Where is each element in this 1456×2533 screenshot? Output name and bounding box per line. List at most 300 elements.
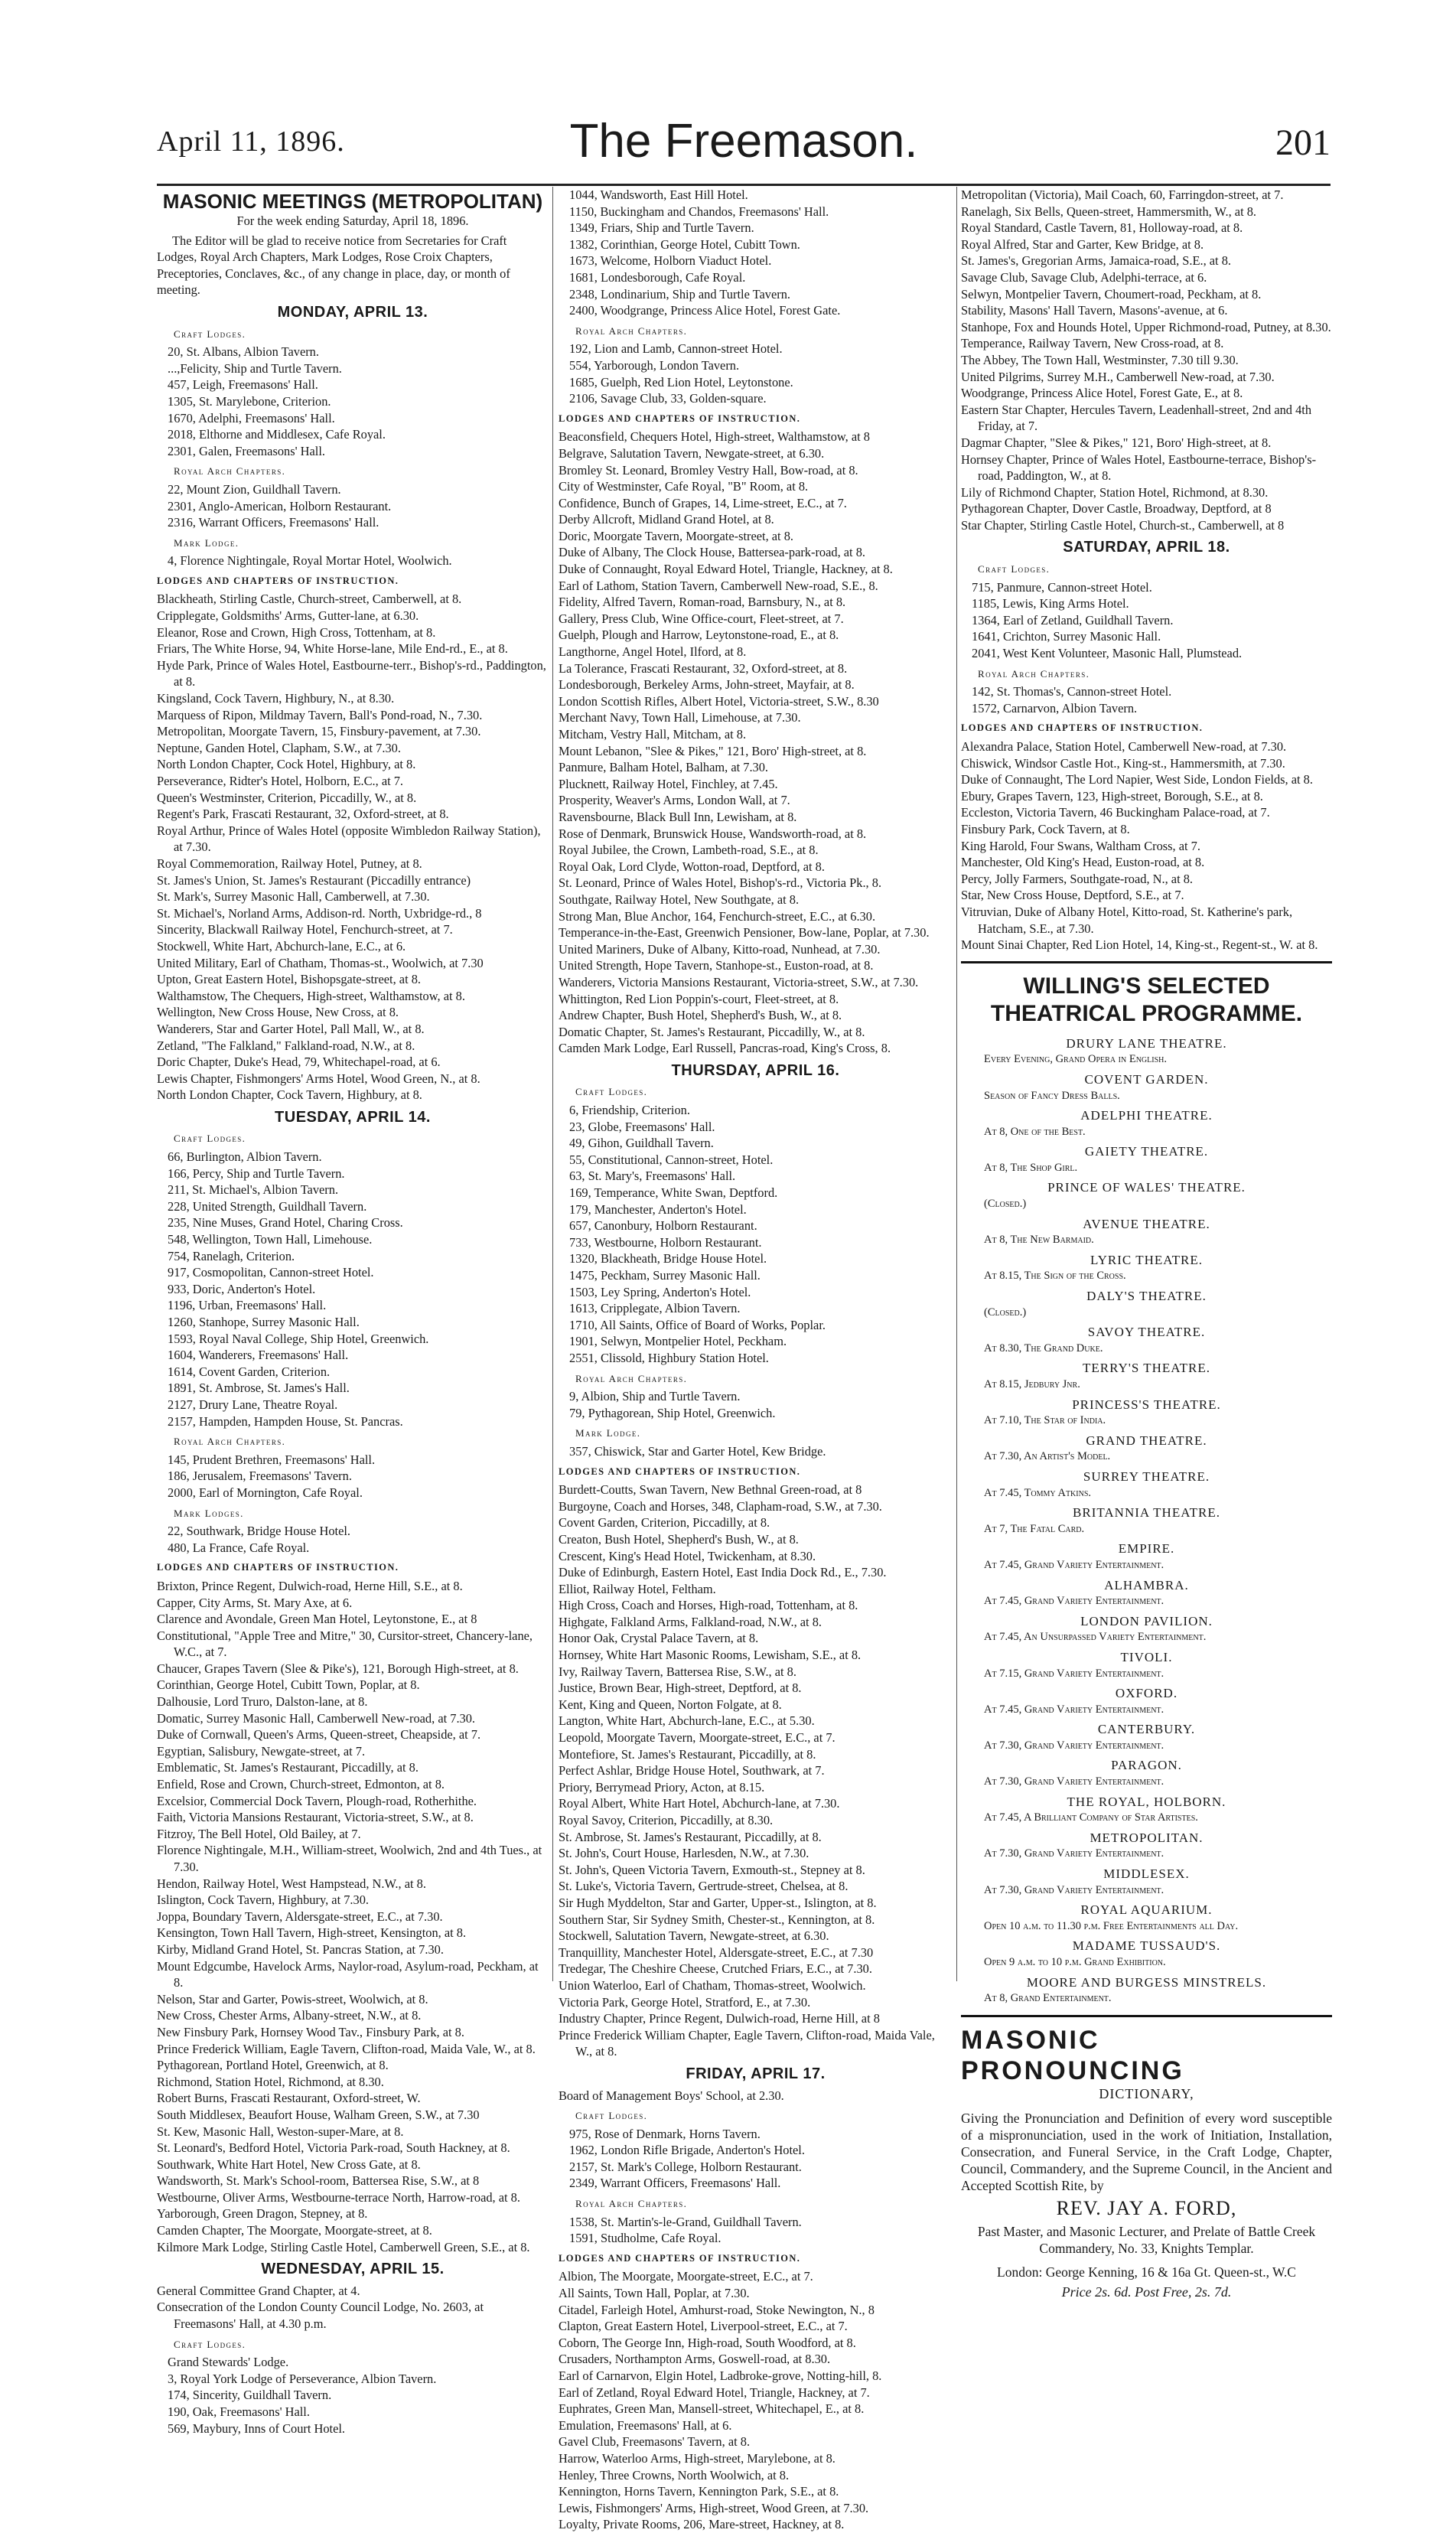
theatre-name: PRINCESS'S THEATRE.	[1072, 1397, 1221, 1412]
list-item: Elliot, Railway Hotel, Feltham.	[559, 1581, 716, 1596]
list-item: Star, New Cross House, Deptford, S.E., at 7.	[961, 888, 1184, 903]
list-item: Tranquillity, Manchester Hotel, Aldersgate-street, E.C., at 7.30	[559, 1945, 874, 1960]
day-heading: SATURDAY, APRIL 18.	[1063, 539, 1230, 556]
list-item: Southern Star, Sir Sydney Smith, Chester-st., Kennington, at 8.	[559, 1912, 875, 1927]
list-item: 917, Cosmopolitan, Cannon-street Hotel.	[168, 1265, 374, 1280]
list-item: Hornsey, White Hart Masonic Rooms, Lewisham, S.E., at 8.	[559, 1648, 862, 1663]
list-item: 457, Leigh, Freemasons' Hall.	[168, 377, 318, 393]
list-item: Lily of Richmond Chapter, Station Hotel, Richmond, at 8.30.	[961, 484, 1269, 500]
list-item: Corinthian, George Hotel, Cubitt Town, Poplar, at 8.	[157, 1677, 420, 1693]
list-item: Sincerity, Blackwall Railway Hotel, Fenchurch-street, at 7.	[157, 922, 453, 937]
subsection-label: Craft Lodges.	[575, 1086, 648, 1098]
list-item: 548, Wellington, Town Hall, Limehouse.	[168, 1232, 373, 1247]
list-item: Wanderers, Victoria Mansions Restaurant, Victoria-street, S.W., at 7.30.	[559, 974, 919, 989]
subsection-label: LODGES AND CHAPTERS OF INSTRUCTION.	[559, 2252, 801, 2264]
list-item: Gavel Club, Freemasons' Tavern, at 8.	[559, 2434, 751, 2450]
list-item: Bromley St. Leonard, Bromley Vestry Hall, Bow-road, at 8.	[559, 462, 858, 478]
theatre-name: CANTERBURY.	[1097, 1722, 1196, 1737]
list-item: Hendon, Railway Hotel, West Hampstead, N.W., at 8.	[157, 1876, 426, 1891]
list-item: Lewis, Fishmongers' Arms, High-street, Wood Green, at 7.30.	[559, 2500, 869, 2515]
theatre-performance: At 7.30, Grand Variety Entertainment.	[984, 1775, 1164, 1788]
list-item: Metropolitan (Victoria), Mail Coach, 60, Farringdon-street, at 7.	[961, 187, 1284, 202]
theatre-performance: Open 10 a.m. to 11.30 p.m. Free Entertainments all Day.	[984, 1919, 1239, 1932]
list-item: 174, Sincerity, Guildhall Tavern.	[168, 2388, 332, 2403]
list-item: Lewis Chapter, Fishmongers' Arms Hotel, Wood Green, N., at 8.	[157, 1071, 480, 1086]
ad-price: Price 2s. 6d. Post Free, 2s. 7d.	[1061, 2284, 1232, 2300]
list-item: Cripplegate, Goldsmiths' Arms, Gutter-lane, at 6.30.	[157, 608, 419, 624]
theatre-performance: At 7.45, An Unsurpassed Variety Entertainment.	[984, 1631, 1207, 1644]
list-item: 192, Lion and Lamb, Cannon-street Hotel.	[569, 341, 783, 357]
theatre-performance: (Closed.)	[984, 1198, 1027, 1211]
theatre-name: COVENT GARDEN.	[1084, 1071, 1209, 1087]
list-item: Chaucer, Grapes Tavern (Slee & Pike's), 121, Borough High-street, at 8.	[157, 1661, 519, 1676]
list-item: 2400, Woodgrange, Princess Alice Hotel, Forest Gate.	[569, 303, 841, 318]
theatre-performance: At 8, The New Barmaid.	[984, 1234, 1094, 1247]
subsection-label: Craft Lodges.	[174, 1133, 246, 1145]
list-item: St. Ambrose, St. James's Restaurant, Piccadilly, at 8.	[559, 1829, 822, 1844]
list-item: Temperance, Railway Tavern, New Cross-road, at 8.	[961, 336, 1224, 351]
list-item: Crescent, King's Head Hotel, Twickenham, at 8.30.	[559, 1548, 816, 1563]
list-item: New Finsbury Park, Hornsey Wood Tav., Finsbury Park, at 8.	[157, 2024, 464, 2039]
list-item: 1641, Crichton, Surrey Masonic Hall.	[972, 629, 1161, 644]
list-item: Doric Chapter, Duke's Head, 79, Whitechapel-road, at 6.	[157, 1055, 441, 1070]
list-item: Gallery, Press Club, Wine Office-court, Fleet-street, at 7.	[559, 611, 844, 626]
list-item: 1196, Urban, Freemasons' Hall.	[168, 1298, 327, 1313]
theatre-performance: At 7.45, Grand Variety Entertainment.	[984, 1595, 1164, 1608]
list-item: 2551, Clissold, Highbury Station Hotel.	[569, 1350, 769, 1365]
list-item: ...,Felicity, Ship and Turtle Tavern.	[168, 360, 342, 376]
list-item: Egyptian, Salisbury, Newgate-street, at 7.	[157, 1743, 366, 1759]
list-item: Consecration of the London County Council Lodge, No. 2603, at Freemasons' Hall, at 4.30 p.m.	[157, 2300, 484, 2332]
list-item: 142, St. Thomas's, Cannon-street Hotel.	[972, 684, 1172, 699]
list-item: Manchester, Old King's Head, Euston-road, at 8.	[961, 855, 1205, 870]
list-item: 1260, Stanhope, Surrey Masonic Hall.	[168, 1315, 360, 1329]
theatre-performance: At 8.15, The Sign of the Cross.	[984, 1270, 1126, 1283]
section-title: MASONIC MEETINGS (METROPOLITAN)	[162, 190, 543, 213]
subsection-label: Mark Lodge.	[575, 1427, 641, 1439]
list-item: 2018, Elthorne and Middlesex, Cafe Royal.	[168, 427, 386, 442]
ad-author: REV. JAY A. FORD,	[1056, 2197, 1237, 2220]
day-heading: MONDAY, APRIL 13.	[277, 303, 428, 321]
list-item: London Scottish Rifles, Albert Hotel, Victoria-street, S.W., 8.30	[559, 693, 879, 709]
theatre-name: GRAND THEATRE.	[1086, 1433, 1207, 1448]
list-item: Walthamstow, The Chequers, High-street, Walthamstow, at 8.	[157, 988, 465, 1003]
newspaper-title: The Freemason.	[569, 115, 918, 168]
page-number: 201	[1275, 122, 1331, 163]
column-rule	[552, 187, 553, 1981]
list-item: Covent Garden, Criterion, Piccadilly, at 8.	[559, 1515, 770, 1531]
list-item: 2157, Hampden, Hampden House, St. Pancras.	[168, 1413, 403, 1429]
list-item: 6, Friendship, Criterion.	[569, 1103, 690, 1118]
list-item: Eccleston, Victoria Tavern, 46 Buckingham Palace-road, at 7.	[961, 805, 1270, 820]
subsection-label: Royal Arch Chapters.	[174, 465, 286, 478]
theatre-name: DALY'S THEATRE.	[1086, 1289, 1207, 1304]
list-item: 2301, Anglo-American, Holborn Restaurant.	[168, 498, 392, 513]
list-item: Zetland, "The Falkland," Falkland-road, N.W., at 8.	[157, 1038, 415, 1053]
list-item: Prince Frederick William, Eagle Tavern, Clifton-road, Maida Vale, W., at 8.	[157, 2041, 536, 2056]
list-item: Clapton, Great Eastern Hotel, Liverpool-street, E.C., at 7.	[559, 2319, 848, 2334]
subsection-label: Craft Lodges.	[978, 563, 1050, 575]
theatre-name: DRURY LANE THEATRE.	[1066, 1035, 1227, 1051]
masthead-rule	[157, 184, 1331, 186]
list-item: Grand Stewards' Lodge.	[168, 2355, 289, 2370]
list-item: Derby Allcroft, Midland Grand Hotel, at 8.	[559, 512, 774, 527]
theatre-name: METROPOLITAN.	[1090, 1830, 1204, 1845]
list-item: Mount Lebanon, "Slee & Pikes," 121, Boro' High-street, at 8.	[559, 743, 867, 758]
list-item: St. Kew, Masonic Hall, Weston-super-Mare, at 8.	[157, 2124, 404, 2139]
theatre-performance: At 7.10, The Star of India.	[984, 1414, 1106, 1427]
theatre-name: AVENUE THEATRE.	[1083, 1216, 1210, 1231]
list-item: North London Chapter, Cock Hotel, Highbury, at 8.	[157, 757, 416, 772]
list-item: The Abbey, The Town Hall, Westminster, 7.30 till 9.30.	[961, 352, 1239, 367]
list-item: Mitcham, Vestry Hall, Mitcham, at 8.	[559, 727, 747, 742]
list-item: Finsbury Park, Cock Tavern, at 8.	[961, 821, 1130, 836]
list-item: Wellington, New Cross House, New Cross, at 8.	[157, 1005, 399, 1020]
list-item: Star Chapter, Stirling Castle Hotel, Church-st., Camberwell, at 8	[961, 517, 1285, 533]
theatre-name: LYRIC THEATRE.	[1090, 1252, 1204, 1267]
list-item: Earl of Lathom, Station Tavern, Camberwell New-road, S.E., 8.	[559, 578, 878, 593]
list-item: Henley, Three Crowns, North Woolwich, at 8.	[559, 2467, 790, 2482]
list-item: 2348, Londinarium, Ship and Turtle Tavern.	[569, 286, 791, 302]
theatre-performance: At 7.30, Grand Variety Entertainment.	[984, 1739, 1164, 1752]
theatre-performance: At 7.30, An Artist's Model.	[984, 1450, 1111, 1463]
list-item: Beaconsfield, Chequers Hotel, High-street, Walthamstow, at 8	[559, 429, 870, 445]
list-item: Wanderers, Star and Garter Hotel, Pall Mall, W., at 8.	[157, 1021, 425, 1036]
list-item: Hyde Park, Prince of Wales Hotel, Eastbourne-terr., Bishop's-rd., Paddington, at 8.	[157, 657, 546, 689]
list-item: St. James's, Gregorian Arms, Jamaica-road, S.E., at 8.	[961, 253, 1231, 269]
list-item: 754, Ranelagh, Criterion.	[168, 1248, 295, 1263]
day-heading: WEDNESDAY, APRIL 15.	[261, 2261, 445, 2278]
subsection-label: LODGES AND CHAPTERS OF INSTRUCTION.	[961, 722, 1204, 734]
list-item: Robert Burns, Frascati Restaurant, Oxford-street, W.	[157, 2091, 421, 2106]
theatre-name: PRINCE OF WALES' THEATRE.	[1047, 1180, 1246, 1195]
list-item: 480, La France, Cafe Royal.	[168, 1540, 310, 1555]
list-item: Excelsior, Commercial Dock Tavern, Plough-road, Rotherhithe.	[157, 1793, 477, 1808]
list-item: Ravensbourne, Black Bull Inn, Lewisham, at 8.	[559, 809, 797, 824]
list-item: Honor Oak, Crystal Palace Tavern, at 8.	[559, 1631, 759, 1646]
list-item: Stanhope, Fox and Hounds Hotel, Upper Richmond-road, Putney, at 8.30.	[961, 319, 1331, 334]
list-item: Islington, Cock Tavern, Highbury, at 7.30.	[157, 1892, 369, 1908]
list-item: 2127, Drury Lane, Theatre Royal.	[168, 1397, 338, 1412]
theatre-performance: (Closed.)	[984, 1306, 1027, 1319]
list-item: Rose of Denmark, Brunswick House, Wandsworth-road, at 8.	[559, 826, 867, 841]
list-item: 55, Constitutional, Cannon-street, Hotel.	[569, 1152, 774, 1167]
list-item: St. Leonard's, Bedford Hotel, Victoria Park-road, South Hackney, at 8.	[157, 2140, 510, 2156]
list-item: Upton, Great Eastern Hotel, Bishopsgate-street, at 8.	[157, 972, 422, 987]
list-item: United Pilgrims, Surrey M.H., Camberwell New-road, at 7.30.	[961, 369, 1275, 384]
list-item: 657, Canonbury, Holborn Restaurant.	[569, 1218, 757, 1234]
theatre-name: ALHAMBRA.	[1104, 1577, 1189, 1592]
section-subtitle: For the week ending Saturday, April 18, 1896.	[236, 214, 469, 228]
list-item: Kirby, Midland Grand Hotel, St. Pancras Station, at 7.30.	[157, 1941, 444, 1957]
list-item: 1591, Studholme, Cafe Royal.	[569, 2231, 721, 2246]
ad-credentials: Past Master, and Masonic Lecturer, and Prelate of Battle Creek Commandery, No. 33, Knights Templar.	[977, 2223, 1316, 2256]
list-item: Earl of Zetland, Royal Edward Hotel, Triangle, Hackney, at 7.	[559, 2385, 870, 2400]
list-item: Dalhousie, Lord Truro, Dalston-lane, at 8.	[157, 1694, 368, 1710]
list-item: 3, Royal York Lodge of Perseverance, Albion Tavern.	[168, 2371, 437, 2386]
list-item: 1685, Guelph, Red Lion Hotel, Leytonstone.	[569, 374, 793, 390]
list-item: 1962, London Rifle Brigade, Anderton's Hotel.	[569, 2143, 805, 2158]
list-item: 1891, St. Ambrose, St. James's Hall.	[168, 1381, 350, 1396]
list-item: Nelson, Star and Garter, Powis-street, Woolwich, at 8.	[157, 1991, 428, 2007]
list-item: Kilmore Mark Lodge, Stirling Castle Hotel, Camberwell Green, S.E., at 8.	[157, 2239, 530, 2254]
column-2	[559, 187, 953, 2533]
subsection-label: Royal Arch Chapters.	[575, 324, 688, 337]
day-heading: THURSDAY, APRIL 16.	[671, 1061, 840, 1079]
list-item: Selwyn, Montpelier Tavern, Choumert-road, Peckham, at 8.	[961, 286, 1262, 302]
list-item: Royal Arthur, Prince of Wales Hotel (opposite Wimbledon Railway Station), at 7.30.	[157, 823, 541, 855]
list-item: Euphrates, Green Man, Mansell-street, Whitechapel, E., at 8.	[559, 2401, 865, 2417]
list-item: Ranelagh, Six Bells, Queen-street, Hammersmith, W., at 8.	[961, 204, 1257, 219]
theatre-performance: At 7.45, Grand Variety Entertainment.	[984, 1703, 1164, 1716]
theatre-performance: At 7.30, Grand Variety Entertainment.	[984, 1847, 1164, 1860]
ad-publisher: London: George Kenning, 16 & 16a Gt. Queen-st., W.C	[997, 2264, 1296, 2280]
list-item: Langthorne, Angel Hotel, Ilford, at 8.	[559, 644, 747, 660]
list-item: 569, Maybury, Inns of Court Hotel.	[168, 2421, 346, 2436]
list-item: Burdett-Coutts, Swan Tavern, New Bethnal Green-road, at 8	[559, 1482, 862, 1498]
theatre-performance: At 7.45, Grand Variety Entertainment.	[984, 1558, 1164, 1571]
list-item: Friars, The White Horse, 94, White Horse-lane, Mile End-rd., E., at 8.	[157, 641, 508, 657]
list-item: Crusaders, Northampton Arms, Goswell-road, at 8.30.	[559, 2352, 831, 2367]
list-item: Dagmar Chapter, "Slee & Pikes," 121, Boro' High-street, at 8.	[961, 435, 1272, 450]
list-item: Blackheath, Stirling Castle, Church-street, Camberwell, at 8.	[157, 592, 462, 607]
pronouncing-dictionary-ad	[961, 2025, 1332, 2300]
list-item: Yarborough, Green Dragon, Stepney, at 8.	[157, 2206, 368, 2222]
theatre-name: LONDON PAVILION.	[1080, 1613, 1213, 1628]
list-item: 2157, St. Mark's College, Holborn Restaurant.	[569, 2159, 802, 2174]
list-item: Domatic, Surrey Masonic Hall, Camberwell New-road, at 7.30.	[157, 1710, 476, 1726]
ad-body: Giving the Pronunciation and Definition of every word susceptible of a mispronunciation, used in the work of Initiation, Installation, Consecration, and Funeral Service, in the Craft Lodge, Chapter, Council, Commandery, and the Supreme Council, in the Ancient and Accepted Scottish Rite, by	[961, 2111, 1332, 2194]
list-item: 66, Burlington, Albion Tavern.	[168, 1149, 322, 1165]
subsection-label: LODGES AND CHAPTERS OF INSTRUCTION.	[559, 412, 801, 424]
list-item: 715, Panmure, Cannon-street Hotel.	[972, 579, 1152, 595]
list-item: Neptune, Ganden Hotel, Clapham, S.W., at 7.30.	[157, 740, 401, 755]
list-item: Perseverance, Ridter's Hotel, Holborn, E.C., at 7.	[157, 774, 404, 788]
list-item: St. Michael's, Norland Arms, Addison-rd. North, Uxbridge-rd., 8	[157, 905, 482, 921]
list-item: Duke of Connaught, Royal Edward Hotel, Triangle, Hackney, at 8.	[559, 562, 893, 577]
list-item: 9, Albion, Ship and Turtle Tavern.	[569, 1389, 741, 1404]
list-item: Duke of Albany, The Clock House, Battersea-park-road, at 8.	[559, 545, 865, 560]
list-item: 554, Yarborough, London Tavern.	[569, 357, 740, 373]
list-item: Stability, Masons' Hall Tavern, Masons'-avenue, at 6.	[961, 303, 1228, 318]
theatre-name: MOORE AND BURGESS MINSTRELS.	[1026, 1974, 1267, 1990]
list-item: Eleanor, Rose and Crown, High Cross, Tottenham, at 8.	[157, 624, 436, 640]
list-item: 79, Pythagorean, Ship Hotel, Greenwich.	[569, 1405, 776, 1420]
list-item: 2316, Warrant Officers, Freemasons' Hall.	[168, 515, 379, 530]
list-item: 166, Percy, Ship and Turtle Tavern.	[168, 1165, 345, 1181]
theatre-name: ADELPHI THEATRE.	[1080, 1108, 1213, 1123]
list-item: Royal Oak, Lord Clyde, Wotton-road, Deptford, at 8.	[559, 859, 825, 874]
list-item: Camden Chapter, The Moorgate, Moorgate-street, at 8.	[157, 2223, 432, 2238]
issue-date: April 11, 1896.	[157, 126, 345, 158]
theatre-name: GAIETY THEATRE.	[1084, 1144, 1209, 1159]
list-item: Confidence, Bunch of Grapes, 14, Lime-street, E.C., at 7.	[559, 495, 847, 510]
list-item: Burgoyne, Coach and Horses, 348, Clapham-road, S.W., at 7.30.	[559, 1498, 882, 1514]
list-item: Wandsworth, St. Mark's School-room, Battersea Rise, S.W., at 8	[157, 2173, 480, 2189]
list-item: Leopold, Moorgate Tavern, Moorgate-street, E.C., at 7.	[559, 1730, 835, 1746]
list-item: 1150, Buckingham and Chandos, Freemasons' Hall.	[569, 204, 829, 219]
theatre-performance: Every Evening, Grand Opera in English.	[984, 1053, 1167, 1066]
list-item: Royal Alfred, Star and Garter, Kew Bridge, at 8.	[961, 236, 1204, 252]
editor-notice: The Editor will be glad to receive notice from Secretaries for Craft Lodges, Royal Arch Chapters, Mark Lodges, Rose Croix Chapters, Preceptories, Conclaves, &c., of any change in place, day, or month of meeting.	[157, 233, 510, 298]
list-item: 2349, Warrant Officers, Freemasons' Hall.	[569, 2176, 781, 2191]
list-item: Eastern Star Chapter, Hercules Tavern, Leadenhall-street, 2nd and 4th Friday, at 7.	[961, 402, 1312, 434]
list-item: Duke of Cornwall, Queen's Arms, Queen-street, Cheapside, at 7.	[157, 1727, 481, 1742]
theatre-name: ROYAL AQUARIUM.	[1080, 1902, 1213, 1918]
list-item: Hornsey Chapter, Prince of Wales Hotel, Eastbourne-terrace, Bishop's-road, Paddington, W., at 8.	[961, 452, 1317, 484]
theatre-name: PARAGON.	[1111, 1758, 1182, 1773]
section-divider	[961, 2015, 1332, 2017]
subsection-label: LODGES AND CHAPTERS OF INSTRUCTION.	[157, 575, 399, 586]
theatre-name: OXFORD.	[1115, 1686, 1178, 1701]
list-item: 235, Nine Muses, Grand Hotel, Charing Cross.	[168, 1215, 403, 1231]
list-item: Domatic Chapter, St. James's Restaurant, Piccadilly, W., at 8.	[559, 1024, 865, 1039]
list-item: North London Chapter, Cock Tavern, Highbury, at 8.	[157, 1087, 422, 1103]
list-item: Belgrave, Salutation Tavern, Newgate-street, at 6.30.	[559, 445, 825, 461]
column-rule	[956, 187, 957, 1981]
subsection-label: Craft Lodges.	[174, 328, 246, 340]
list-item: 1681, Londesborough, Cafe Royal.	[569, 269, 746, 285]
list-item: Joppa, Boundary Tavern, Aldersgate-street, E.C., at 7.30.	[157, 1909, 443, 1924]
list-item: St. Leonard, Prince of Wales Hotel, Bishop's-rd., Victoria Pk., 8.	[559, 875, 882, 891]
list-item: Marquess of Ripon, Mildmay Tavern, Ball's Pond-road, N., 7.30.	[157, 707, 483, 722]
list-item: Mount Sinai Chapter, Red Lion Hotel, 14, King-st., Regent-st., W. at 8.	[961, 937, 1318, 953]
list-item: Savage Club, Savage Club, Adelphi-terrace, at 6.	[961, 269, 1207, 285]
list-item: Prosperity, Weaver's Arms, London Wall, at 7.	[559, 793, 790, 808]
list-item: 2000, Earl of Mornington, Cafe Royal.	[168, 1485, 363, 1500]
subsection-label: LODGES AND CHAPTERS OF INSTRUCTION.	[157, 1562, 399, 1573]
list-item: 1613, Cripplegate, Albion Tavern.	[569, 1301, 741, 1316]
list-item: Ebury, Grapes Tavern, 123, High-street, Borough, S.E., at 8.	[961, 788, 1263, 804]
list-item: New Cross, Chester Arms, Albany-street, N.W., at 8.	[157, 2008, 422, 2023]
list-item: Kennington, Horns Tavern, Kennington Park, S.E., at 8.	[559, 2484, 839, 2499]
list-item: Southwark, White Hart Hotel, New Cross Gate, at 8.	[157, 2156, 421, 2172]
list-item: 1538, St. Martin's-le-Grand, Guildhall Tavern.	[569, 2214, 802, 2229]
list-item: Emblematic, St. James's Restaurant, Piccadilly, at 8.	[157, 1760, 419, 1775]
list-item: 145, Prudent Brethren, Freemasons' Hall.	[168, 1452, 376, 1467]
list-item: 357, Chiswick, Star and Garter Hotel, Kew Bridge.	[569, 1443, 826, 1459]
list-item: 2106, Savage Club, 33, Golden-square.	[569, 391, 767, 406]
list-item: Duke of Connaught, The Lord Napier, West Side, London Fields, at 8.	[961, 772, 1313, 787]
list-item: 63, St. Mary's, Freemasons' Hall.	[569, 1169, 736, 1184]
theatre-performance: At 7, The Fatal Card.	[984, 1522, 1085, 1535]
section-divider	[961, 961, 1332, 963]
list-item: Fitzroy, The Bell Hotel, Old Bailey, at 7.	[157, 1826, 361, 1841]
theatre-name: TERRY'S THEATRE.	[1082, 1361, 1211, 1376]
list-item: Citadel, Farleigh Hotel, Amhurst-road, Stoke Newington, N., 8	[559, 2302, 875, 2317]
subsection-label: LODGES AND CHAPTERS OF INSTRUCTION.	[559, 1465, 801, 1477]
theatre-performance: Season of Fancy Dress Balls.	[984, 1089, 1120, 1102]
list-item: Albion, The Moorgate, Moorgate-street, E.C., at 7.	[559, 2269, 813, 2284]
list-item: Kingsland, Cock Tavern, Highbury, N., at 8.30.	[157, 691, 395, 706]
list-item: Royal Standard, Castle Tavern, 81, Holloway-road, at 8.	[961, 220, 1243, 236]
list-item: King Harold, Four Swans, Waltham Cross, at 7.	[961, 838, 1200, 853]
list-item: 22, Mount Zion, Guildhall Tavern.	[168, 481, 341, 497]
subsection-label: Royal Arch Chapters.	[575, 2198, 688, 2210]
theatre-name: EMPIRE.	[1118, 1541, 1175, 1557]
list-item: Strong Man, Blue Anchor, 164, Fenchurch-street, E.C., at 6.30.	[559, 908, 876, 924]
subsection-label: Mark Lodges.	[174, 1507, 244, 1519]
list-item: Stockwell, Salutation Tavern, Newgate-street, at 6.30.	[559, 1928, 829, 1944]
list-item: 49, Gihon, Guildhall Tavern.	[569, 1136, 714, 1151]
theatre-list	[961, 1035, 1332, 2007]
list-item: Richmond, Station Hotel, Richmond, at 8.30.	[157, 2074, 384, 2089]
list-item: Vitruvian, Duke of Albany Hotel, Kitto-road, St. Katherine's park, Hatcham, S.E., at 7.30.	[961, 904, 1293, 936]
list-item: 1305, St. Marylebone, Criterion.	[168, 393, 331, 409]
list-item: Industry Chapter, Prince Regent, Dulwich-road, Herne Hill, at 8	[559, 2011, 880, 2026]
list-item: Guelph, Plough and Harrow, Leytonstone-road, E., at 8.	[559, 628, 839, 643]
theatre-performance: At 8, The Shop Girl.	[984, 1161, 1078, 1174]
list-item: Highgate, Falkland Arms, Falkland-road, N.W., at 8.	[559, 1614, 822, 1629]
list-item: 2041, West Kent Volunteer, Masonic Hall, Plumstead.	[972, 646, 1243, 661]
theatre-performance: At 8, Grand Entertainment.	[984, 1992, 1112, 2005]
list-item: 1710, All Saints, Office of Board of Works, Poplar.	[569, 1317, 826, 1332]
list-item: Woodgrange, Princess Alice Hotel, Forest Gate, E., at 8.	[961, 386, 1243, 401]
theatre-name: TIVOLI.	[1120, 1649, 1173, 1664]
list-item: Victoria Park, George Hotel, Stratford, E., at 7.30.	[559, 1994, 811, 2010]
list-item: Sir Hugh Myddelton, Star and Garter, Upper-st., Islington, at 8.	[559, 1895, 877, 1910]
theatre-performance: At 8, One of the Best.	[984, 1125, 1086, 1138]
list-item: Langton, White Hart, Abchurch-lane, E.C., at 5.30.	[559, 1713, 815, 1729]
list-item: Westbourne, Oliver Arms, Westbourne-terrace North, Harrow-road, at 8.	[157, 2189, 520, 2205]
list-item: Loyalty, Private Rooms, 206, Mare-street, Hackney, at 8.	[559, 2517, 845, 2532]
list-item: Emulation, Freemasons' Hall, at 6.	[559, 2417, 732, 2433]
list-item: 190, Oak, Freemasons' Hall.	[168, 2404, 310, 2419]
list-item: 20, St. Albans, Albion Tavern.	[168, 344, 319, 360]
list-item: Perfect Ashlar, Bridge House Hotel, Southwark, at 7.	[559, 1763, 825, 1778]
list-item: Camden Mark Lodge, Earl Russell, Pancras-road, King's Cross, 8.	[559, 1041, 891, 1056]
theatre-name: SAVOY THEATRE.	[1087, 1325, 1206, 1340]
theatre-name: BRITANNIA THEATRE.	[1073, 1505, 1220, 1521]
list-item: Metropolitan, Moorgate Tavern, 15, Finsbury-pavement, at 7.30.	[157, 724, 481, 739]
theatre-name: MIDDLESEX.	[1103, 1866, 1190, 1882]
list-item: Andrew Chapter, Bush Hotel, Shepherd's Bush, W., at 8.	[559, 1008, 842, 1023]
list-item: South Middlesex, Beaufort House, Walham Green, S.W., at 7.30	[157, 2107, 480, 2122]
list-item: Regent's Park, Frascati Restaurant, 32, Oxford-street, at 8.	[157, 807, 449, 822]
list-item: Queen's Westminster, Criterion, Piccadilly, W., at 8.	[157, 790, 417, 805]
list-item: 1185, Lewis, King Arms Hotel.	[972, 596, 1129, 611]
list-item: Clarence and Avondale, Green Man Hotel, Leytonstone, E., at 8	[157, 1612, 477, 1627]
list-item: Pythagorean Chapter, Dover Castle, Broadway, Deptford, at 8	[961, 501, 1272, 517]
list-item: 186, Jerusalem, Freemasons' Tavern.	[168, 1469, 352, 1484]
list-item: 1593, Royal Naval College, Ship Hotel, Greenwich.	[168, 1331, 429, 1346]
list-item: Plucknett, Railway Hotel, Finchley, at 7.45.	[559, 776, 778, 791]
list-item: 1901, Selwyn, Montpelier Hotel, Peckham.	[569, 1334, 787, 1349]
list-item: Stockwell, White Hart, Abchurch-lane, E.C., at 6.	[157, 938, 406, 954]
list-item: Priory, Berrymead Priory, Acton, at 8.15.	[559, 1779, 765, 1795]
list-item: 1604, Wanderers, Freemasons' Hall.	[168, 1348, 349, 1363]
list-item: United Mariners, Duke of Albany, Kitto-road, Nunhead, at 7.30.	[559, 941, 881, 957]
list-item: La Tolerance, Frascati Restaurant, 32, Oxford-street, at 8.	[559, 660, 848, 676]
list-item: Fidelity, Alfred Tavern, Roman-road, Barnsbury, N., at 8.	[559, 595, 846, 610]
list-item: St. James's Union, St. James's Restaurant (Piccadilly entrance)	[157, 872, 471, 888]
subsection-label: Craft Lodges.	[575, 2110, 648, 2122]
ad-subtitle: DICTIONARY,	[1099, 2085, 1194, 2101]
subsection-label: Mark Lodge.	[174, 536, 239, 549]
column-1	[157, 187, 549, 2437]
list-item: Tredegar, The Cheshire Cheese, Crutched Friars, E.C., at 7.30.	[559, 1961, 872, 1977]
list-item: 1364, Earl of Zetland, Guildhall Tavern.	[972, 612, 1174, 628]
list-item: 933, Doric, Anderton's Hotel.	[168, 1281, 316, 1296]
list-item: Temperance-in-the-East, Greenwich Pensioner, Bow-lane, Poplar, at 7.30.	[559, 925, 930, 941]
list-item: All Saints, Town Hall, Poplar, at 7.30.	[559, 2286, 750, 2301]
list-item: United Strength, Hope Tavern, Stanhope-st., Euston-road, at 8.	[559, 958, 874, 973]
masthead	[157, 115, 1331, 186]
list-item: Capper, City Arms, St. Mary Axe, at 6.	[157, 1595, 353, 1610]
list-item: Justice, Brown Bear, High-street, Deptford, at 8.	[559, 1681, 802, 1696]
list-item: 23, Globe, Freemasons' Hall.	[569, 1119, 715, 1134]
list-item: Panmure, Balham Hotel, Balham, at 7.30.	[559, 760, 769, 775]
